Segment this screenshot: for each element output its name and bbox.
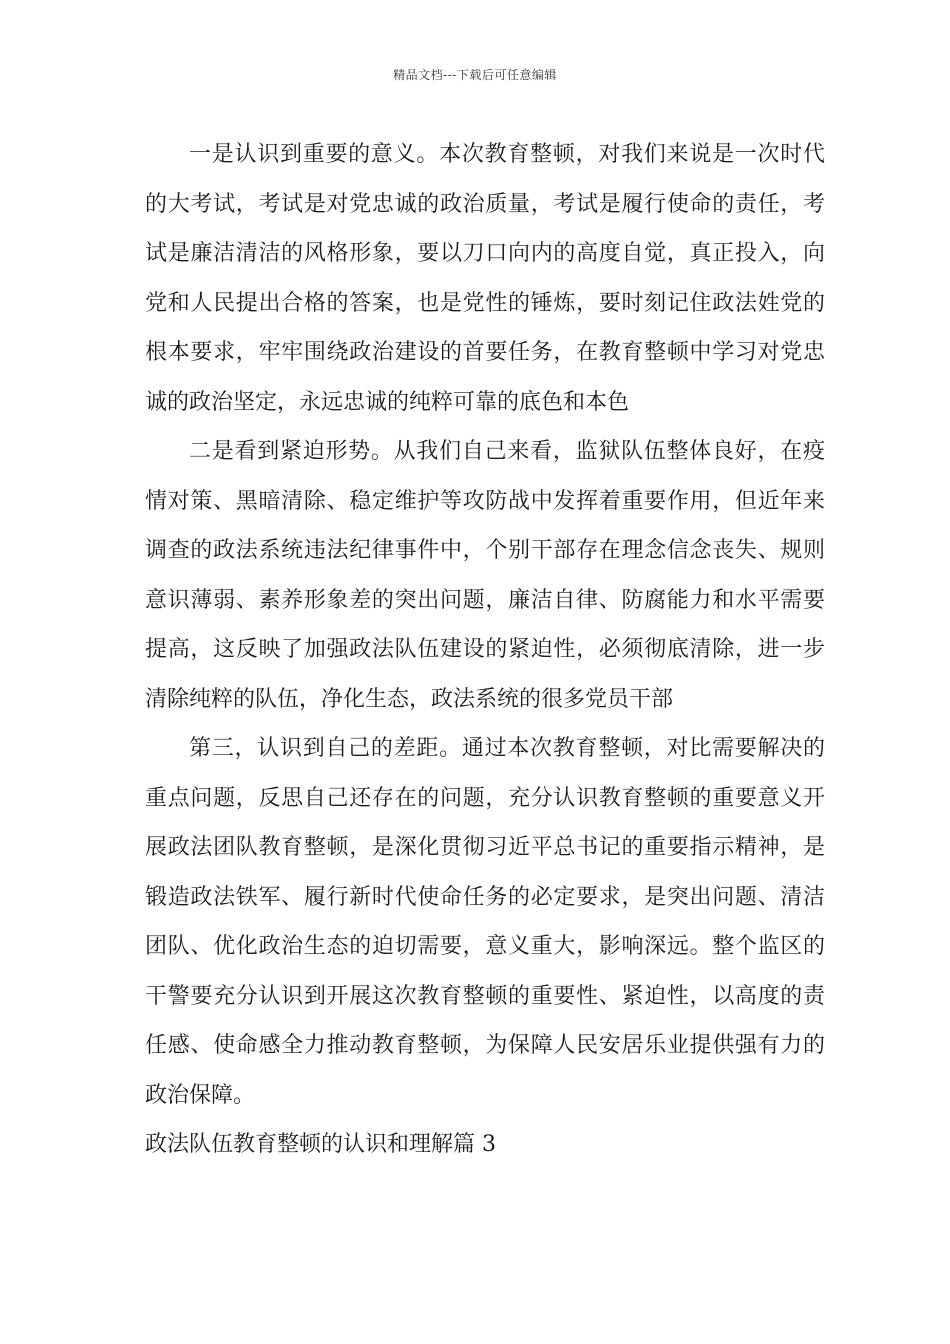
- paragraph-3: 第三，认识到自己的差距。通过本次教育整顿，对比需要解决的重点问题，反思自己还存在的问题，充分认识教育整顿的重要意义开展政法团队教育整顿，是深化贯彻习近平总书记的重要指示精神，是锻造政法铁军、履行新时代使命任务的必定要求，是突出问题、清洁团队、优化政治生态的迫切需要，意义重大，影响深远。整个监区的干警要充分认识到开展这次教育整顿的重要性、紧迫性，以高度的责任感、使命感全力推动教育整顿，为保障人民安居乐业提供强有力的政治保障。: [145, 736, 825, 1108]
- page-header: 精品文档---下载后可任意编辑: [393, 68, 557, 82]
- section-title: 政法队伍教育整顿的认识和理解篇 3: [145, 1132, 496, 1157]
- paragraph-2: 二是看到紧迫形势。从我们自己来看，监狱队伍整体良好，在疫情对策、黑暗清除、稳定维护等攻防战中发挥着重要作用，但近年来调查的政法系统违法纪律事件中，个别干部存在理念信念丧失、规则意识薄弱、素养形象差的突出问题，廉洁自律、防腐能力和水平需要提高，这反映了加强政法队伍建设的紧迫性，必须彻底清除，进一步清除纯粹的队伍，净化生态，政法系统的很多党员干部: [145, 439, 825, 712]
- document-body: [145, 130, 825, 1170]
- paragraph-1: 一是认识到重要的意义。本次教育整顿，对我们来说是一次时代的大考试，考试是对党忠诚的政治质量，考试是履行使命的责任，考试是廉洁清洁的风格形象，要以刀口向内的高度自觉，真正投入，向党和人民提出合格的答案，也是党性的锤炼，要时刻记住政法姓党的根本要求，牢牢围绕政治建设的首要任务，在教育整顿中学习对党忠诚的政治坚定，永远忠诚的纯粹可靠的底色和本色: [145, 142, 825, 415]
